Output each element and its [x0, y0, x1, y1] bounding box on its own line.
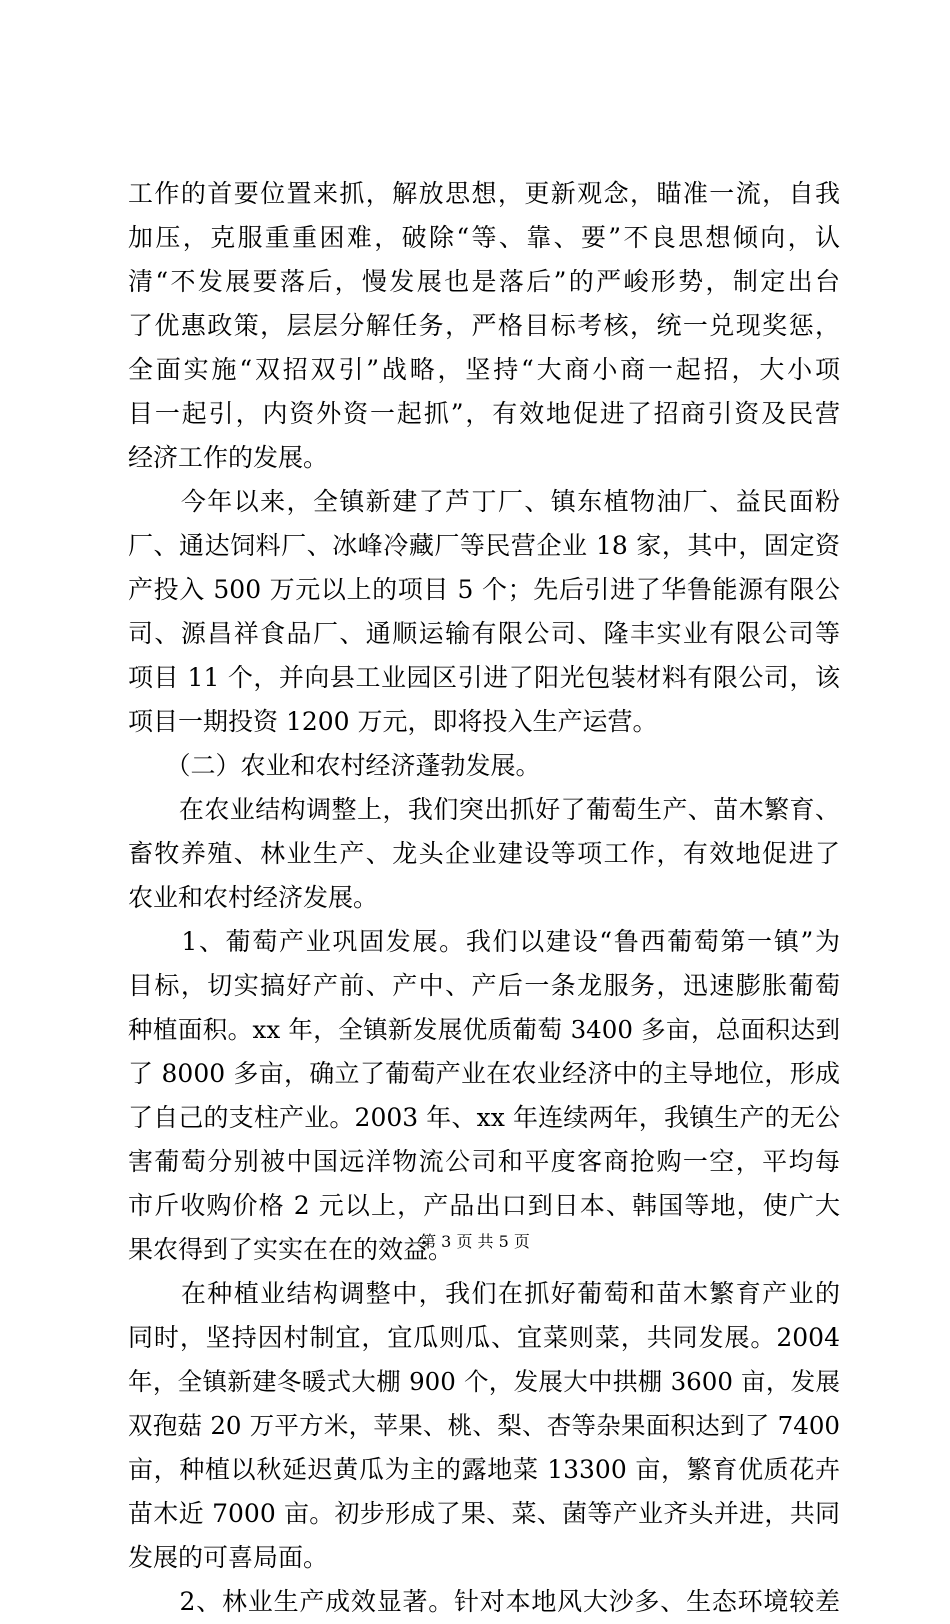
text-line: 目一起引，内资外资一起抓”，有效地促进了招商引资及民营 [128, 399, 840, 428]
text-line: 工作的首要位置来抓，解放思想，更新观念，瞄准一流，自我 [128, 179, 840, 208]
text-line: 了优惠政策，层层分解任务，严格目标考核，统一兑现奖惩， [128, 311, 840, 340]
text-line: 农业和农村经济发展。 [128, 883, 379, 912]
text-line: 在种植业结构调整中，我们在抓好葡萄和苗木繁育产业的 [128, 1279, 840, 1308]
text-line: （二）农业和农村经济蓬勃发展。 [128, 751, 541, 780]
text-line: 果农得到了实实在在的效益。 [128, 1235, 454, 1264]
document-body [128, 172, 840, 1624]
text-line: 同时，坚持因村制宜，宜瓜则瓜、宜菜则菜，共同发展。2004 [128, 1323, 840, 1352]
text-line: 产投入 500 万元以上的项目 5 个；先后引进了华鲁能源有限公 [128, 575, 840, 604]
text-line: 种植面积。xx 年，全镇新发展优质葡萄 3400 多亩，总面积达到 [128, 1015, 840, 1044]
text-line: 了自己的支柱产业。2003 年、xx 年连续两年，我镇生产的无公 [128, 1103, 840, 1132]
text-line: 今年以来，全镇新建了芦丁厂、镇东植物油厂、益民面粉 [128, 487, 840, 516]
text-line: 项目 11 个，并向县工业园区引进了阳光包装材料有限公司，该 [128, 663, 840, 692]
text-line: 目标，切实搞好产前、产中、产后一条龙服务，迅速膨胀葡萄 [128, 971, 840, 1000]
text-line: 项目一期投资 1200 万元，即将投入生产运营。 [128, 707, 658, 736]
text-line: 亩，种植以秋延迟黄瓜为主的露地菜 13300 亩，繁育优质花卉 [128, 1455, 840, 1484]
text-line: 害葡萄分别被中国远洋物流公司和平度客商抢购一空，平均每 [128, 1147, 840, 1176]
text-line: 苗木近 7000 亩。初步形成了果、菜、菌等产业齐头并进，共同 [128, 1499, 840, 1528]
text-line: 年，全镇新建冬暖式大棚 900 个，发展大中拱棚 3600 亩，发展 [128, 1367, 840, 1396]
text-line: 经济工作的发展。 [128, 443, 329, 472]
text-line: 畜牧养殖、林业生产、龙头企业建设等项工作，有效地促进了 [128, 839, 840, 868]
text-line: 司、源昌祥食品厂、通顺运输有限公司、隆丰实业有限公司等 [128, 619, 840, 648]
text-line: 双孢菇 20 万平方米，苹果、桃、梨、杏等杂果面积达到了 7400 [128, 1411, 840, 1440]
text-line: 厂、通达饲料厂、冰峰冷藏厂等民营企业 18 家，其中，固定资 [128, 531, 840, 560]
text-line: 加压，克服重重困难，破除“等、靠、要”不良思想倾向，认 [128, 223, 840, 252]
page-footer: 第 3 页 共 5 页 [420, 1232, 530, 1251]
text-line: 了 8000 多亩，确立了葡萄产业在农业经济中的主导地位，形成 [128, 1059, 840, 1088]
text-line: 1、葡萄产业巩固发展。我们以建设“鲁西葡萄第一镇”为 [128, 927, 840, 956]
text-line: 全面实施“双招双引”战略，坚持“大商小商一起招，大小项 [128, 355, 840, 384]
text-line: 在农业结构调整上，我们突出抓好了葡萄生产、苗木繁育、 [128, 795, 840, 824]
text-line: 清“不发展要落后，慢发展也是落后”的严峻形势，制定出台 [128, 267, 840, 296]
text-line: 发展的可喜局面。 [128, 1543, 329, 1572]
text-line: 市斤收购价格 2 元以上，产品出口到日本、韩国等地，使广大 [128, 1191, 840, 1220]
text-line: 2、林业生产成效显著。针对本地风大沙多、生态环境较差 [128, 1587, 840, 1616]
